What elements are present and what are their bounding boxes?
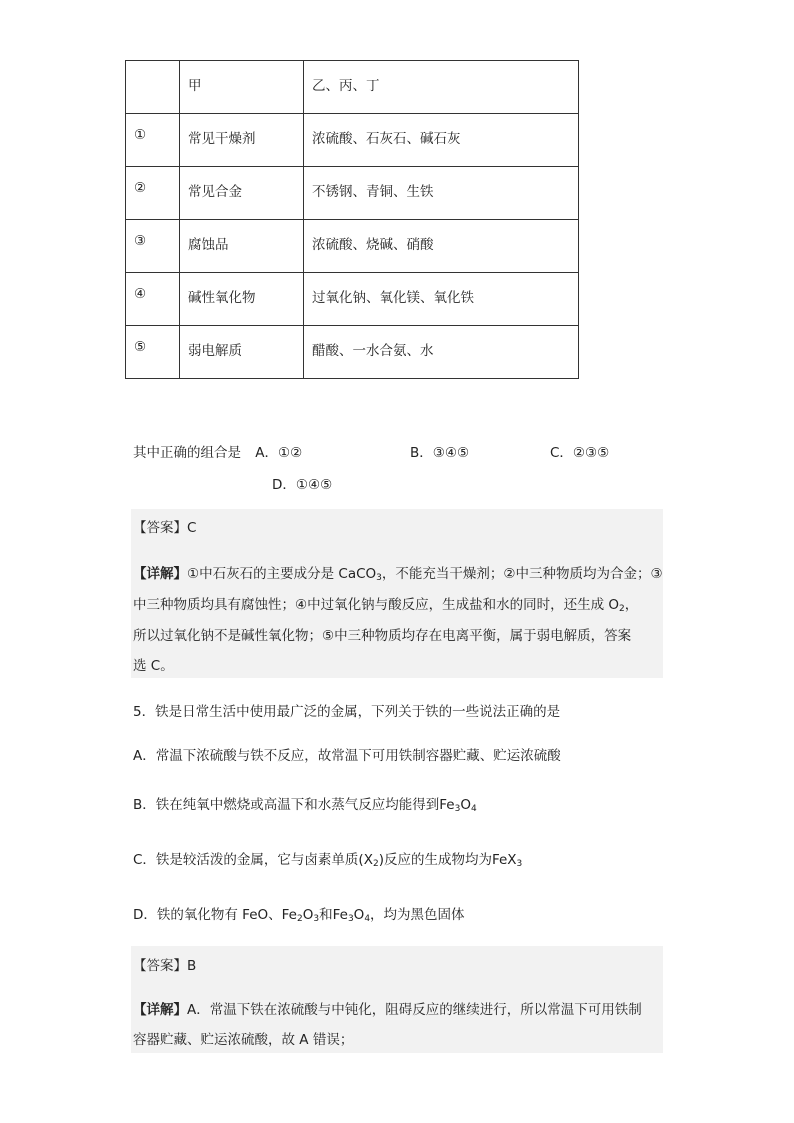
q4-detail-line-2: 中三种物质均具有腐蚀性；④中过氧化钠与酸反应，生成盐和水的同时，还生成 $O_2$， bbox=[133, 597, 639, 614]
table-header-row bbox=[126, 61, 579, 114]
table-cell: ① bbox=[126, 114, 180, 167]
table-cell: 腐蚀品 bbox=[180, 220, 304, 273]
table-cell: 碱性氧化物 bbox=[180, 273, 304, 326]
q4-option-b: B．③④⑤ bbox=[410, 445, 470, 461]
table-cell: ② bbox=[126, 167, 180, 220]
table-cell: 弱电解质 bbox=[180, 326, 304, 379]
table-cell: ④ bbox=[126, 273, 180, 326]
table-row bbox=[126, 114, 579, 167]
q5-detail-line-2: 容器贮藏、贮运浓硫酸，故 A 错误； bbox=[133, 1032, 354, 1048]
table-cell: 醋酸、一水合氨、水 bbox=[304, 326, 579, 379]
q4-detail-line-4: 选 C。 bbox=[133, 658, 174, 674]
table-row bbox=[126, 220, 579, 273]
table-cell: 常见干燥剂 bbox=[180, 114, 304, 167]
q5-option-a: A．常温下浓硫酸与铁不反应，故常温下可用铁制容器贮藏、贮运浓硫酸 bbox=[133, 748, 561, 764]
table-cell: 常见合金 bbox=[180, 167, 304, 220]
table-row bbox=[126, 167, 579, 220]
table-cell: ③ bbox=[126, 220, 180, 273]
table-cell: 乙、丙、丁 bbox=[304, 61, 579, 114]
q4-detail-line-3: 所以过氧化钠不是碱性氧化物；⑤中三种物质均存在电离平衡，属于弱电解质，答案 bbox=[133, 628, 632, 644]
table-cell: 浓硫酸、烧碱、硝酸 bbox=[304, 220, 579, 273]
classification-table bbox=[125, 60, 579, 379]
q5-stem: 5．铁是日常生活中使用最广泛的金属，下列关于铁的一些说法正确的是 bbox=[133, 704, 561, 720]
q5-answer-block bbox=[131, 946, 663, 1053]
q4-stem: 其中正确的组合是 bbox=[133, 445, 241, 461]
q5-detail-line-1: 【详解】A．常温下铁在浓硫酸与中钝化，阻碍反应的继续进行，所以常温下可用铁制 bbox=[133, 1002, 642, 1018]
q4-detail-line-1: 【详解】①中石灰石的主要成分是 CaCO$_3$，不能充当干燥剂；②中三种物质均为合金；③ bbox=[133, 566, 663, 583]
table-row bbox=[126, 273, 579, 326]
q4-stem-line bbox=[133, 441, 302, 461]
q4-answer-block bbox=[131, 509, 663, 678]
detail-label: 【详解】 bbox=[133, 566, 187, 582]
q4-option-a: A．①② bbox=[255, 445, 303, 461]
q5-option-b: B．铁在纯氧中燃烧或高温下和水蒸气反应均能得到$Fe_3O_4$ bbox=[133, 797, 477, 814]
q5-option-d: D．铁的氧化物有 FeO、$Fe_2O_3$和$Fe_3O_4$，均为黑色固体 bbox=[133, 907, 465, 924]
table-cell bbox=[126, 61, 180, 114]
table-cell: 过氧化钠、氧化镁、氧化铁 bbox=[304, 273, 579, 326]
q5-option-c: C．铁是较活泼的金属，它与卤素单质$(X_2)$反应的生成物均为FeX$_3$ bbox=[133, 852, 523, 869]
table-cell: 浓硫酸、石灰石、碱石灰 bbox=[304, 114, 579, 167]
q4-option-c: C．②③⑤ bbox=[550, 445, 610, 461]
table-cell: 甲 bbox=[180, 61, 304, 114]
detail-label: 【详解】 bbox=[133, 1002, 187, 1018]
table-cell: ⑤ bbox=[126, 326, 180, 379]
table-row bbox=[126, 326, 579, 379]
table-cell: 不锈钢、青铜、生铁 bbox=[304, 167, 579, 220]
q5-answer: 【答案】B bbox=[133, 958, 197, 974]
q4-option-d: D．①④⑤ bbox=[272, 477, 333, 493]
q4-answer: 【答案】C bbox=[133, 520, 197, 536]
